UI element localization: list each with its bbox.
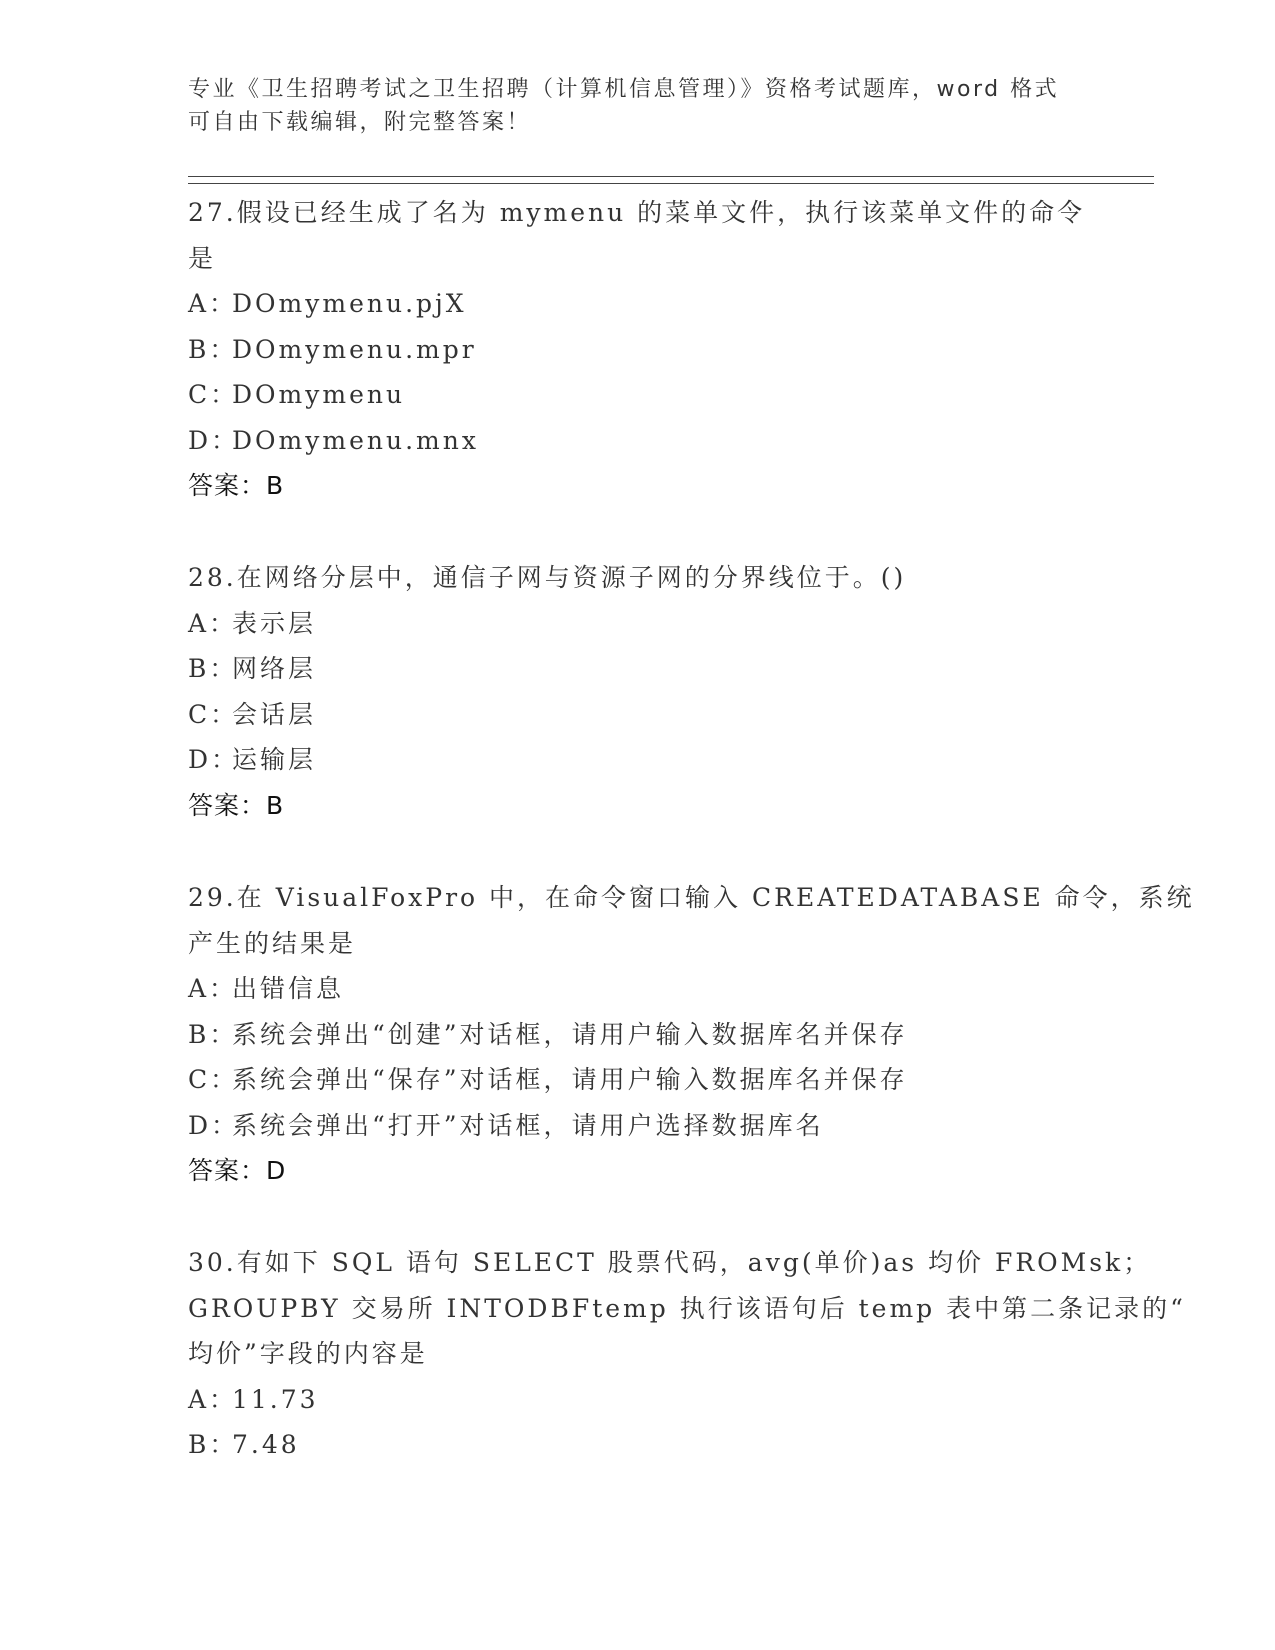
question-30 bbox=[188, 1240, 1186, 1468]
question-stem-line: GROUPBY 交易所 INTODBFtemp 执行该语句后 temp 表中第二条记录的“ bbox=[188, 1293, 1186, 1323]
question-27 bbox=[188, 190, 1088, 509]
question-stem-line: 30.有如下 SQL 语句 SELECT 股票代码，avg(单价)as 均价 FROMsk； bbox=[188, 1248, 1152, 1277]
option-text: 7.48 bbox=[232, 1430, 300, 1459]
option-text: 系统会弹出“打开”对话框，请用户选择数据库名 bbox=[232, 1110, 824, 1140]
option-b bbox=[188, 1422, 1088, 1468]
answer-label: 答案：B bbox=[188, 790, 285, 820]
question-stem-line: 29.在 VisualFoxPro 中，在命令窗口输入 CREATEDATABASE 命令，系统 bbox=[188, 883, 1195, 912]
option-key: B： bbox=[188, 1430, 238, 1459]
option-d bbox=[188, 737, 1088, 783]
option-a bbox=[188, 1377, 1088, 1423]
option-key: A： bbox=[188, 974, 238, 1003]
option-text: DOmymenu bbox=[232, 380, 406, 409]
option-key: D： bbox=[188, 425, 240, 455]
option-c bbox=[188, 372, 1088, 418]
option-key: B： bbox=[188, 334, 238, 364]
question-28 bbox=[188, 555, 1088, 828]
question-stem-line: 27.假设已经生成了名为 mymenu 的菜单文件，执行该菜单文件的命令 bbox=[188, 198, 1086, 227]
option-key: D： bbox=[188, 1110, 240, 1140]
option-a bbox=[188, 601, 1088, 647]
option-d bbox=[188, 1103, 1088, 1149]
option-text: 11.73 bbox=[232, 1384, 319, 1414]
question-29 bbox=[188, 875, 1195, 1194]
question-stem-line: 产生的结果是 bbox=[188, 928, 357, 958]
option-text: 系统会弹出“保存”对话框，请用户输入数据库名并保存 bbox=[232, 1065, 908, 1094]
question-stem-line: 28.在网络分层中，通信子网与资源子网的分界线位于。() bbox=[188, 563, 907, 592]
option-key: A： bbox=[188, 289, 238, 318]
answer-label: 答案：D bbox=[188, 1156, 287, 1185]
option-key: C： bbox=[188, 699, 239, 729]
header-divider-bottom bbox=[188, 183, 1154, 184]
option-key: A： bbox=[188, 1384, 238, 1414]
option-a bbox=[188, 281, 1088, 327]
option-key: D： bbox=[188, 745, 240, 774]
option-c bbox=[188, 692, 1088, 738]
option-d bbox=[188, 418, 1088, 464]
option-key: C： bbox=[188, 1065, 239, 1094]
option-text: 运输层 bbox=[232, 745, 317, 774]
question-stem-line: 是 bbox=[188, 243, 217, 273]
option-text: 系统会弹出“创建”对话框，请用户输入数据库名并保存 bbox=[232, 1019, 908, 1049]
option-b bbox=[188, 1012, 1088, 1058]
header-line-2: 可自由下载编辑，附完整答案！ bbox=[188, 110, 532, 135]
option-text: 出错信息 bbox=[232, 974, 345, 1003]
option-b bbox=[188, 327, 1088, 373]
header-line-1: 专业《卫生招聘考试之卫生招聘（计算机信息管理）》资格考试题库，word 格式 bbox=[188, 77, 1060, 102]
option-key: C： bbox=[188, 380, 239, 409]
option-text: 网络层 bbox=[232, 654, 317, 683]
answer-label: 答案：B bbox=[188, 471, 285, 500]
option-text: DOmymenu.mnx bbox=[232, 425, 479, 455]
document-header bbox=[188, 73, 1068, 139]
header-divider-top bbox=[188, 176, 1154, 177]
option-key: B： bbox=[188, 654, 238, 683]
option-text: 表示层 bbox=[232, 608, 317, 638]
option-text: 会话层 bbox=[232, 699, 317, 729]
option-text: DOmymenu.mpr bbox=[232, 334, 477, 364]
option-c bbox=[188, 1057, 1088, 1103]
option-b bbox=[188, 646, 1088, 692]
option-key: A： bbox=[188, 608, 238, 638]
option-key: B： bbox=[188, 1019, 238, 1049]
question-stem-line: 均价”字段的内容是 bbox=[188, 1339, 428, 1368]
option-text: DOmymenu.pjX bbox=[232, 289, 467, 318]
option-a bbox=[188, 966, 1088, 1012]
